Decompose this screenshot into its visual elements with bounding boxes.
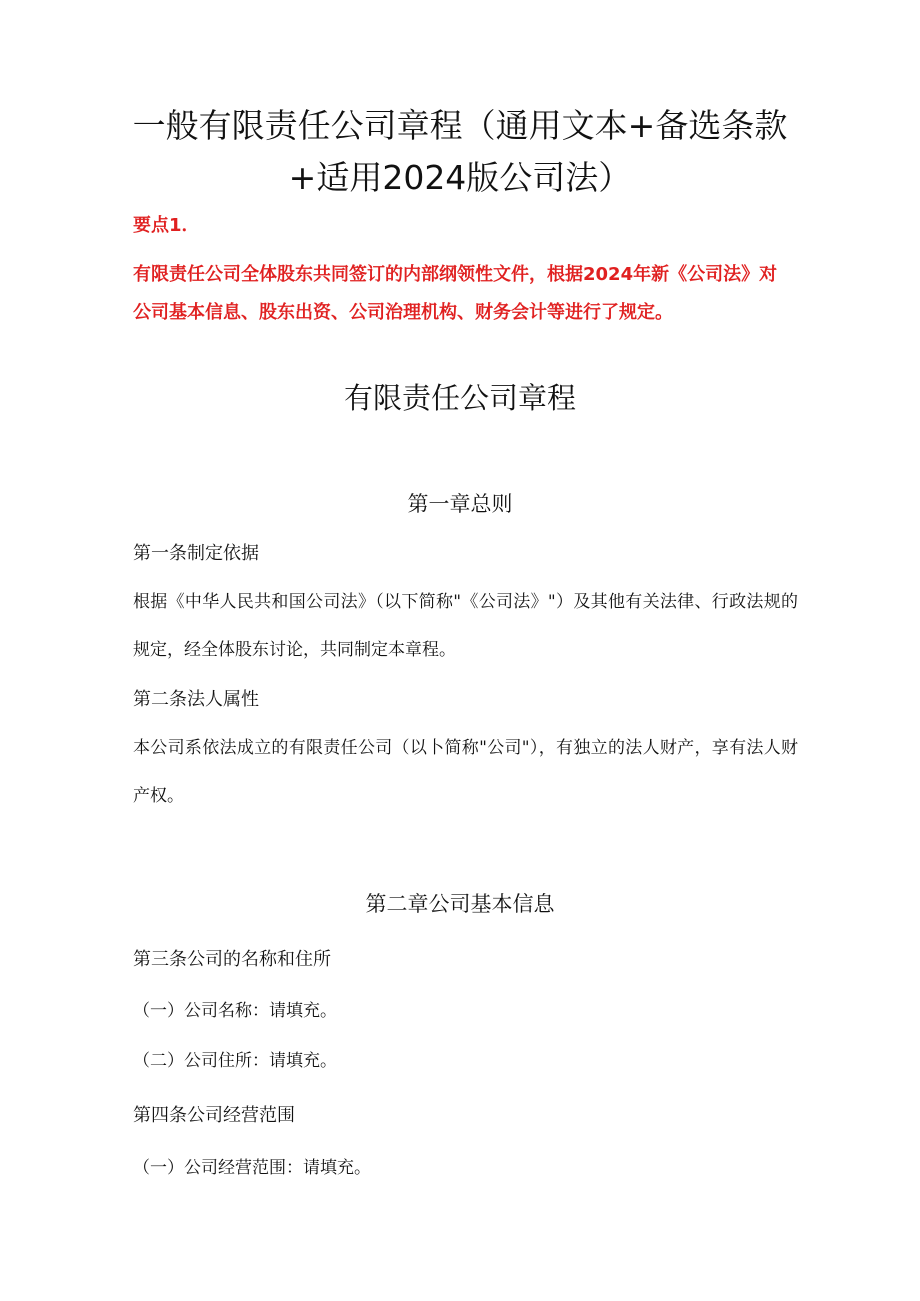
article-2-text: 本公司系依法成立的有限责任公司（以卜简称"公司"），有独立的法人财产，享有法人财产权。 xyxy=(133,738,798,806)
article-1-text: 根据《中华人民共和国公司法》（以下简称"《公司法》"）及其他有关法律、行政法规的规定，经全体股东讨论，共同制定本章程。 xyxy=(133,592,798,660)
chapter-2-title: 第二章公司基本信息 xyxy=(365,892,555,916)
keypoint-text: 有限责任公司全体股东共同签订的内部纲领性文件，根据2024年新《公司法》对公司基本信息、股东出资、公司治理机构、财务会计等进行了规定。 xyxy=(133,264,778,323)
article-2-heading: 第二条法人属性 xyxy=(133,689,259,710)
chapter-1-title: 第一章总则 xyxy=(407,492,513,516)
article-3-item-1: （一）公司名称：请填充。 xyxy=(133,1001,337,1021)
document-title: 一般有限责任公司章程（通用文本+备选条款+适用2024版公司法） xyxy=(132,106,788,197)
keypoint-label: 要点1． xyxy=(133,215,200,236)
article-3-item-2: （二）公司住所：请填充。 xyxy=(133,1051,337,1071)
article-4-item-1: （一）公司经营范围：请填充。 xyxy=(133,1158,371,1178)
article-1-heading: 第一条制定依据 xyxy=(133,543,259,564)
charter-title: 有限责任公司章程 xyxy=(343,381,576,415)
article-4-heading: 第四条公司经营范围 xyxy=(133,1105,295,1126)
article-3-heading: 第三条公司的名称和住所 xyxy=(133,949,331,970)
